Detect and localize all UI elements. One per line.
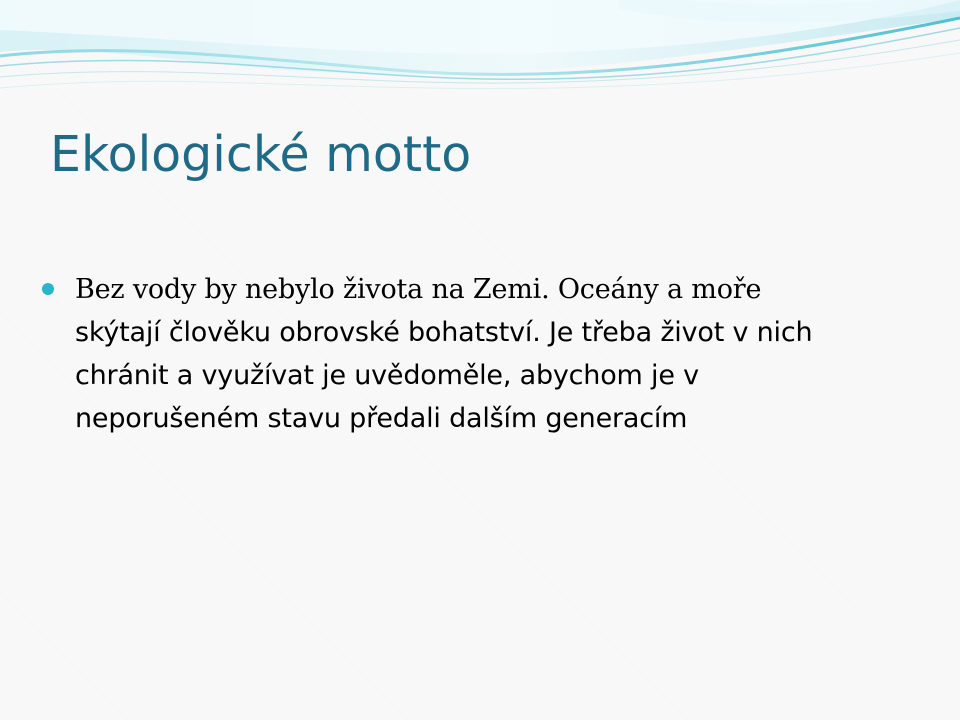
slide-title: Ekologické motto: [50, 126, 472, 183]
bullet-list: [42, 268, 922, 440]
bullet-line-serif-segment: Bez vody by nebylo života na Zemi. Oceány a moře: [75, 274, 762, 305]
bullet-line-sans-segment: skýtají člověku obrovské bohatství. Je třeba život v nich: [75, 317, 813, 348]
bullet-dot-icon: [42, 283, 54, 295]
bullet-line: [75, 354, 922, 397]
bullet-item: [42, 268, 922, 440]
bullet-line-sans-segment: neporušeném stavu předali dalším generacím: [75, 403, 688, 434]
bullet-line: [75, 268, 922, 311]
bullet-line-sans-segment: chránit a využívat je uvědoměle, abychom je v: [75, 360, 699, 391]
bullet-line: [75, 311, 922, 354]
bullet-line: [75, 397, 922, 440]
bullet-text: [75, 268, 922, 440]
decorative-wave-header: [0, 0, 960, 110]
